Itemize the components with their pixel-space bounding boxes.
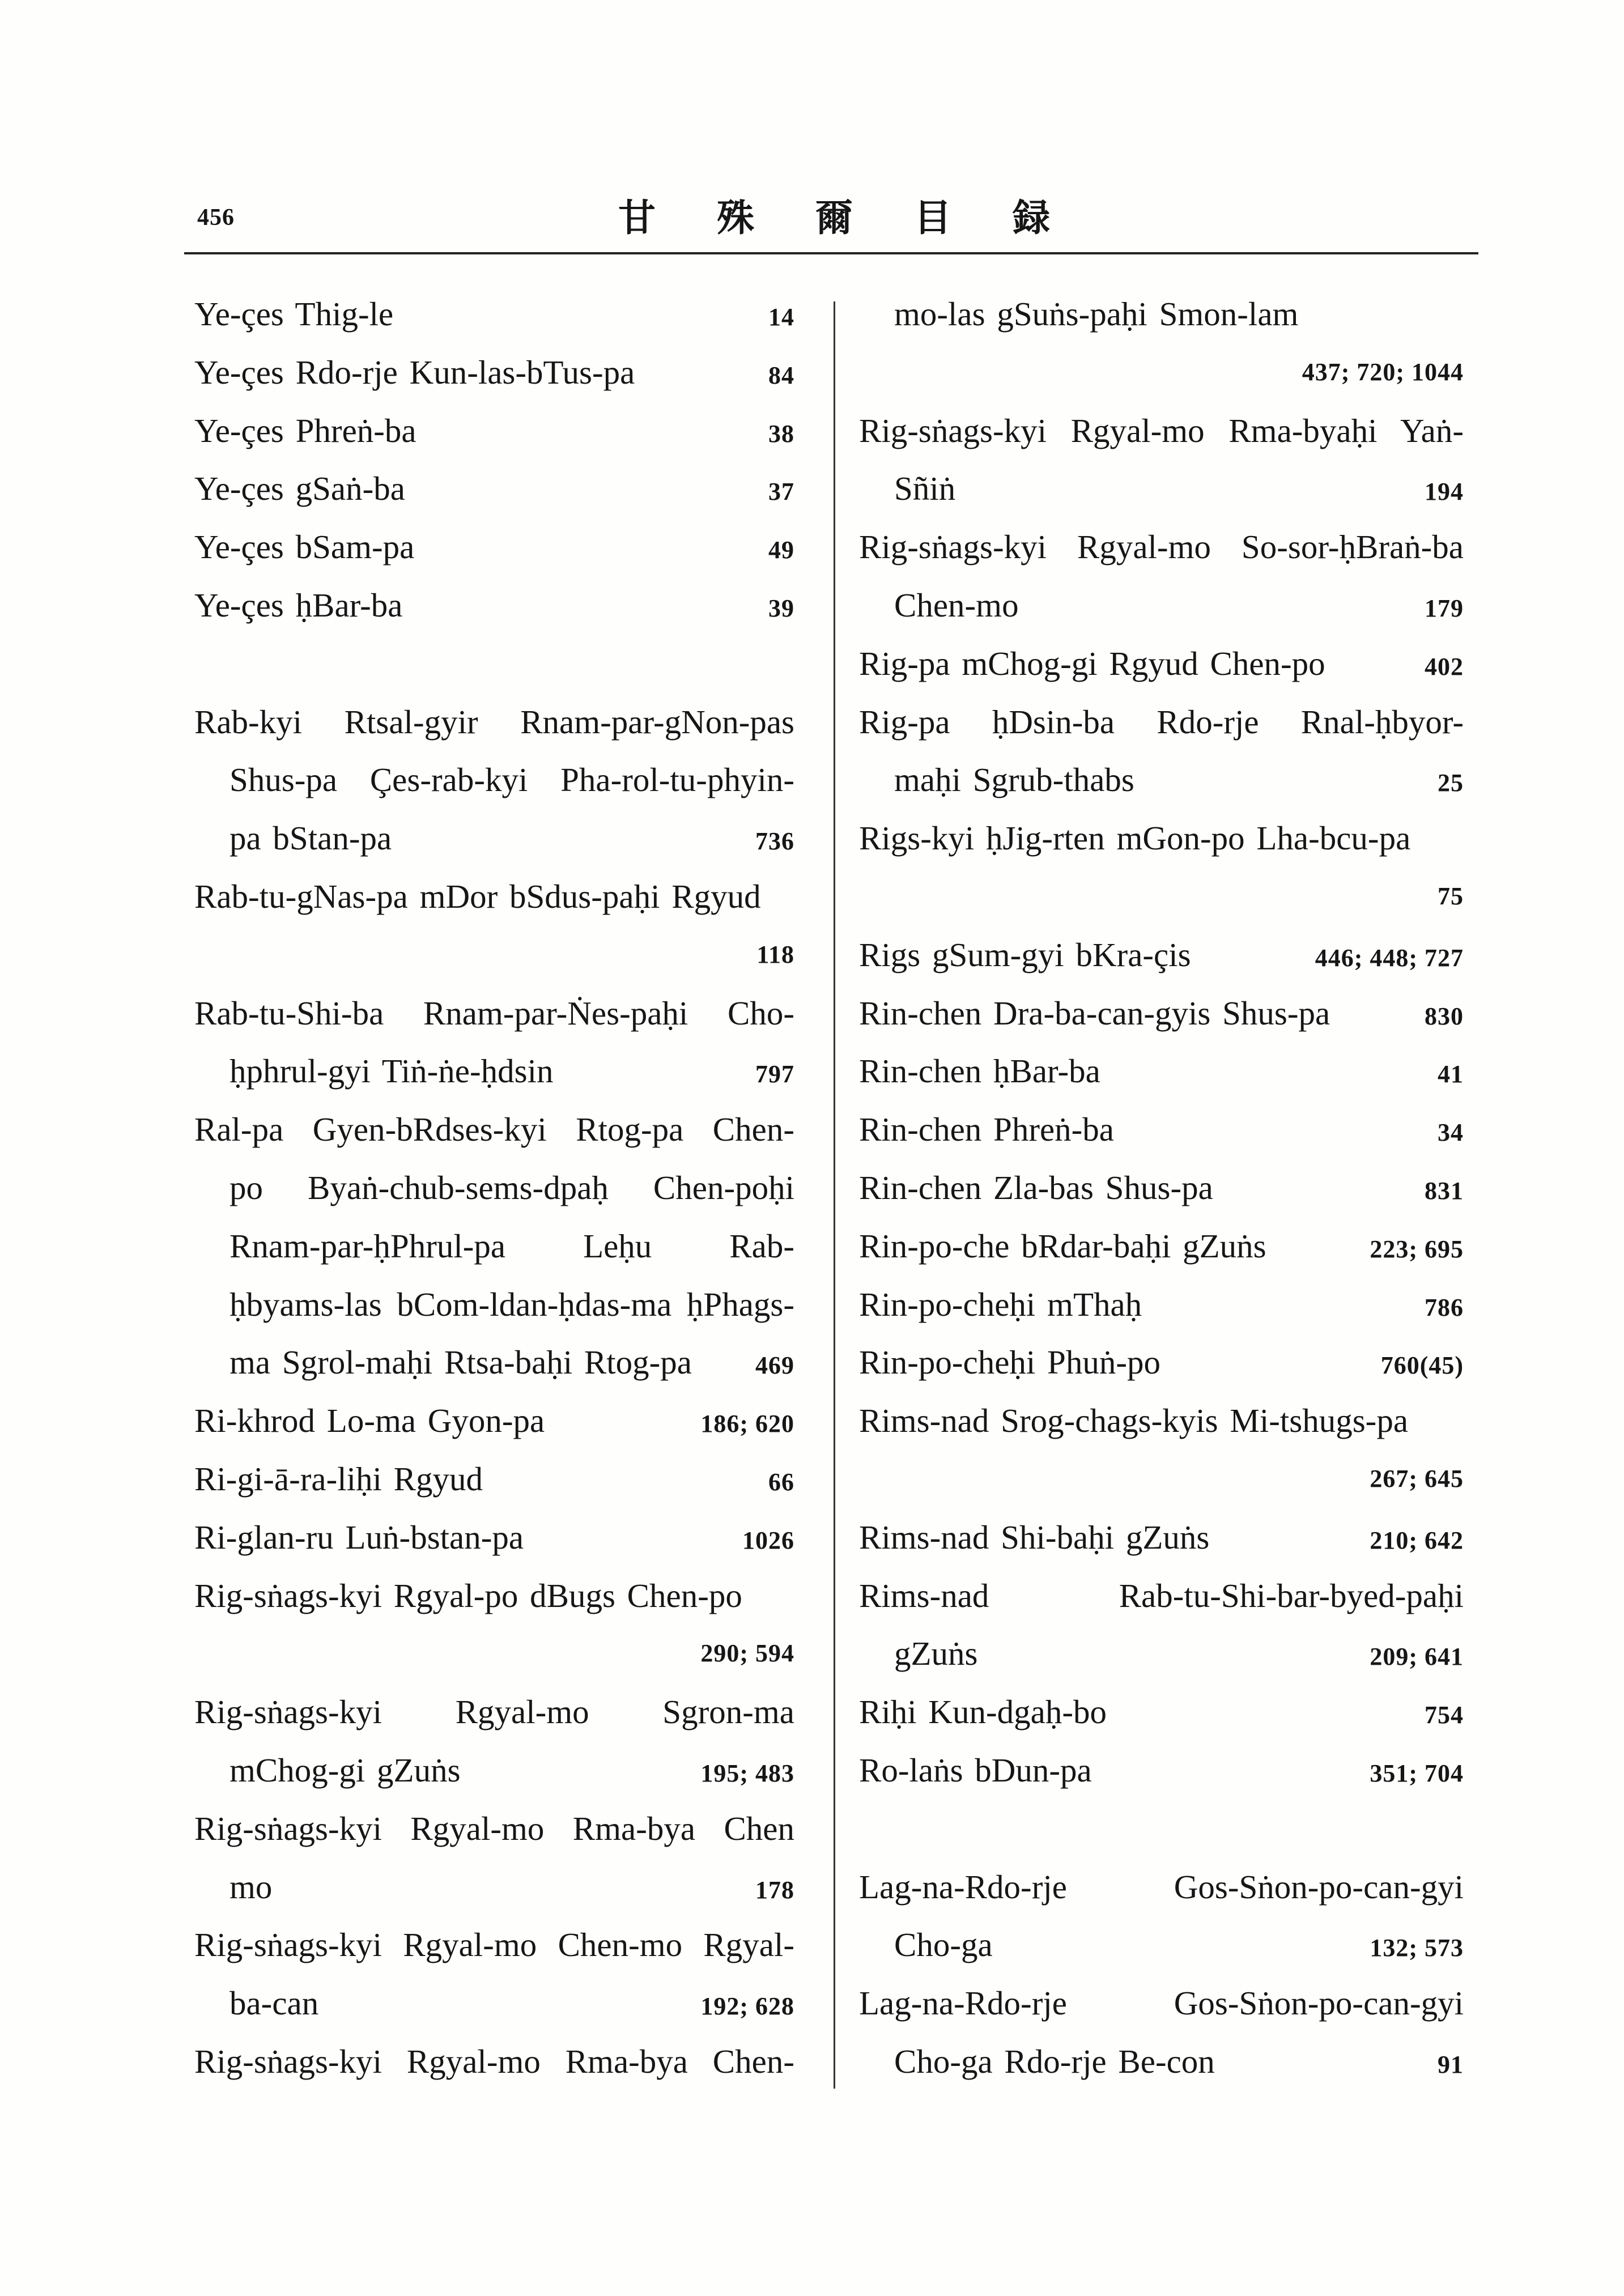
entry-title-text: Rig-sṅags-kyi Rgyal-po dBugs Chen-po: [194, 1576, 742, 1614]
index-letter-group: [859, 285, 1464, 1800]
entry-title-text: Rnam-par-ḥPhrul-pa Leḥu Rab-: [229, 1227, 794, 1265]
index-entry: [859, 1042, 1464, 1100]
entry-row: [859, 1974, 1464, 2033]
entry-page-reference: 178: [755, 1876, 794, 1904]
entry-title-text: Rigs gSum-gyi bKra-çis: [859, 936, 1191, 973]
entry-page-reference: 132; 573: [1370, 1934, 1464, 1962]
index-entry: [859, 1333, 1464, 1392]
entry-page-reference: 786: [1425, 1293, 1464, 1321]
entry-title-text: Cho-ga Rdo-rje Be-con: [894, 2042, 1215, 2080]
entry-row: [194, 1042, 794, 1100]
entry-row: [859, 1683, 1464, 1741]
index-entry: [194, 402, 794, 460]
entry-title-text: Ye-çes bSam-pa: [194, 528, 415, 566]
entry-row: [194, 1275, 794, 1334]
index-entry: [194, 2033, 794, 2091]
index-entry: [194, 1567, 794, 1683]
entry-row: [859, 1217, 1464, 1275]
entry-title-text: Rig-sṅags-kyi Rgyal-mo Chen-mo Rgyal-: [194, 1926, 794, 1964]
entry-title-text: Ri-glan-ru Luṅ-bstan-pa: [194, 1518, 524, 1556]
entry-row: [859, 984, 1464, 1043]
entry-row: [194, 1800, 794, 1858]
entry-row: [859, 1275, 1464, 1334]
index-entry: [859, 1741, 1464, 1800]
entry-page-reference: 351; 704: [1370, 1759, 1464, 1787]
entry-title-text: Ri-gi-ā-ra-liḥi Rgyud: [194, 1460, 483, 1498]
entry-row: [859, 1333, 1464, 1392]
entry-title-text: Rig-pa mChog-gi Rgyud Chen-po: [859, 644, 1325, 682]
entry-row: [194, 2033, 794, 2091]
entry-row: [194, 809, 794, 868]
entry-page-reference: 49: [768, 536, 794, 564]
entry-page-reference: 437; 720; 1044: [1302, 358, 1464, 386]
entry-page-reference: 223; 695: [1370, 1235, 1464, 1263]
entry-title-text: Chen-mo: [894, 586, 1019, 624]
entry-title-text: Rims-nad Shi-baḥi gZuṅs: [859, 1518, 1210, 1556]
entry-title-text: Sñiṅ: [894, 470, 956, 508]
entry-page-reference: 210; 642: [1370, 1526, 1464, 1554]
index-entry: [194, 576, 794, 635]
index-entry: [859, 1683, 1464, 1741]
index-entry: [194, 1392, 794, 1450]
entry-title-text: Rig-sṅags-kyi Rgyal-mo Rma-bya Chen-: [194, 2042, 794, 2080]
entry-page-reference: 179: [1425, 594, 1464, 622]
entry-title-text: Ye-çes ḥBar-ba: [194, 586, 403, 624]
entry-title-text: Ye-çes Phreṅ-ba: [194, 411, 416, 449]
entry-row: [859, 809, 1464, 868]
entry-row: [194, 402, 794, 460]
entry-page-reference: 469: [755, 1351, 794, 1380]
entry-row: [194, 1916, 794, 1974]
index-entry: [194, 693, 794, 868]
entry-row: [859, 1567, 1464, 1625]
index-entry: [859, 984, 1464, 1043]
entry-page-reference: 118: [756, 940, 794, 968]
entry-row: [194, 1508, 794, 1567]
entry-row: [194, 1741, 794, 1800]
entry-row: [859, 1100, 1464, 1159]
entry-row: [859, 1858, 1464, 1916]
entry-row: [194, 460, 794, 518]
index-entry: [859, 1159, 1464, 1217]
entry-row: [194, 1159, 794, 1217]
entry-row: [194, 984, 794, 1043]
index-entry: [194, 285, 794, 343]
entry-page-reference: 192; 628: [700, 1992, 794, 2021]
entry-row: [859, 576, 1464, 635]
index-entry: [194, 343, 794, 402]
entry-page-reference: 1026: [742, 1526, 794, 1554]
index-entry: [194, 984, 794, 1101]
entry-row: [859, 635, 1464, 693]
entry-row: [859, 460, 1464, 518]
entry-title-text: Ri-khrod Lo-ma Gyon-pa: [194, 1402, 545, 1440]
entry-row: [194, 518, 794, 576]
index-entry: [859, 1858, 1464, 1975]
entry-row: [194, 1858, 794, 1916]
index-entry: [859, 1974, 1464, 2091]
entry-title-text: Lag-na-Rdo-rje Gos-Sṅon-po-can-gyi: [859, 1984, 1464, 2022]
entry-page-reference: 446; 448; 727: [1315, 943, 1464, 972]
index-column-left: [194, 285, 794, 2091]
entry-row: [194, 1217, 794, 1275]
index-letter-group: [859, 1858, 1464, 2091]
entry-row: [859, 1392, 1464, 1450]
index-entry: [859, 809, 1464, 926]
entry-page-reference: 195; 483: [700, 1759, 794, 1787]
entry-title-text: Rin-po-cheḥi mThaḥ: [859, 1285, 1142, 1323]
entry-row: [194, 285, 794, 343]
entry-title-text: Rin-po-che bRdar-baḥi gZuṅs: [859, 1227, 1266, 1265]
entry-row: [194, 343, 794, 402]
entry-title-text: Lag-na-Rdo-rje Gos-Sṅon-po-can-gyi: [859, 1868, 1464, 1906]
entry-title-text: Rin-chen Zla-bas Shus-pa: [859, 1168, 1213, 1206]
entry-row: [194, 1450, 794, 1508]
entry-row: [859, 1042, 1464, 1100]
index-entry: [194, 1800, 794, 1916]
running-title: 甘殊爾目録: [618, 195, 1111, 240]
entry-title-text: Rig-pa ḥDsin-ba Rdo-rje Rnal-ḥbyor-: [859, 703, 1464, 741]
index-entry: [194, 518, 794, 576]
entry-row: [194, 926, 794, 984]
entry-title-text: Rig-sṅags-kyi Rgyal-mo Rma-byaḥi Yaṅ-: [859, 411, 1464, 449]
entry-page-reference: 209; 641: [1370, 1643, 1464, 1671]
entry-row: [859, 343, 1464, 402]
entry-row: [859, 285, 1464, 343]
entry-row: [194, 693, 794, 751]
entry-title-text: Riḥi Kun-dgaḥ-bo: [859, 1693, 1107, 1731]
index-entry: [859, 1275, 1464, 1334]
index-entry: [859, 402, 1464, 518]
entry-page-reference: 84: [768, 361, 794, 389]
entry-page-reference: 34: [1438, 1119, 1464, 1147]
entry-row: [859, 2033, 1464, 2091]
entry-row: [194, 1974, 794, 2033]
entry-page-reference: 39: [768, 594, 794, 622]
entry-title-text: Rig-sṅags-kyi Rgyal-mo Rma-bya Chen: [194, 1809, 794, 1847]
index-entry: [194, 460, 794, 518]
entry-title-text: Rig-sṅags-kyi Rgyal-mo Sgron-ma: [194, 1693, 794, 1731]
entry-page-reference: 186; 620: [700, 1410, 794, 1438]
entry-page-reference: 25: [1438, 769, 1464, 797]
entry-title-text: Rigs-kyi ḥJig-rten mGon-po Lha-bcu-pa: [859, 819, 1411, 857]
entry-title-text: Rin-chen ḥBar-ba: [859, 1052, 1100, 1090]
entry-title-text: Ye-çes gSaṅ-ba: [194, 470, 405, 508]
index-entry: [194, 868, 794, 984]
entry-title-text: pa bStan-pa: [229, 819, 392, 857]
entry-page-reference: 194: [1425, 478, 1464, 506]
entry-row: [194, 1392, 794, 1450]
entry-row: [859, 1508, 1464, 1567]
entry-page-reference: 38: [768, 419, 794, 448]
entry-title-text: Rab-tu-Shi-ba Rnam-par-Ṅes-paḥi Cho-: [194, 994, 794, 1032]
entry-page-reference: 402: [1425, 652, 1464, 681]
entry-row: [194, 1567, 794, 1625]
entry-title-text: Rims-nad Rab-tu-Shi-bar-byed-paḥi: [859, 1576, 1464, 1614]
entry-title-text: Rims-nad Srog-chags-kyis Mi-tshugs-pa: [859, 1402, 1409, 1440]
entry-row: [859, 693, 1464, 751]
entry-row: [859, 1916, 1464, 1974]
index-entry: [859, 1100, 1464, 1159]
entry-row: [194, 868, 794, 926]
entry-title-text: ḥbyams-las bCom-ldan-ḥdas-ma ḥPhags-: [229, 1285, 794, 1323]
index-entry: [194, 1683, 794, 1800]
index-entry: [859, 285, 1464, 402]
header-rule: [184, 252, 1478, 254]
entry-title-text: Rig-sṅags-kyi Rgyal-mo So-sor-ḥBraṅ-ba: [859, 528, 1464, 566]
entry-row: [859, 868, 1464, 926]
entry-title-text: Cho-ga: [894, 1926, 993, 1964]
entry-page-reference: 75: [1438, 882, 1464, 910]
entry-title-text: mo: [229, 1868, 273, 1906]
index-entry: [194, 1916, 794, 2033]
entry-title-text: Ye-çes Rdo-rje Kun-las-bTus-pa: [194, 353, 635, 391]
entry-row: [859, 926, 1464, 984]
entry-title-text: Ral-pa Gyen-bRdses-kyi Rtog-pa Chen-: [194, 1111, 794, 1149]
entry-page-reference: 290; 594: [700, 1639, 794, 1668]
index-column-right: [859, 285, 1464, 2091]
index-entry: [859, 693, 1464, 810]
entry-page-reference: 831: [1425, 1176, 1464, 1205]
entry-title-text: ḥphrul-gyi Tiṅ-ṅe-ḥdsin: [229, 1052, 554, 1090]
index-entry: [859, 1508, 1464, 1567]
entry-page-reference: 797: [755, 1060, 794, 1089]
entry-title-text: Ye-çes Thig-le: [194, 295, 394, 333]
entry-title-text: Rab-kyi Rtsal-gyir Rnam-par-gNon-pas: [194, 703, 794, 741]
entry-page-reference: 267; 645: [1370, 1464, 1464, 1493]
index-letter-group: [194, 285, 794, 635]
index-letter-group: [194, 693, 794, 2091]
entry-page-reference: 14: [768, 303, 794, 331]
entry-row: [859, 1741, 1464, 1800]
entry-page-reference: 37: [768, 478, 794, 506]
entry-page-reference: 754: [1425, 1701, 1464, 1729]
entry-page-reference: 66: [768, 1468, 794, 1496]
entry-row: [859, 1159, 1464, 1217]
index-entry: [194, 1450, 794, 1508]
entry-row: [194, 576, 794, 635]
index-entry: [859, 926, 1464, 984]
entry-row: [194, 751, 794, 809]
entry-title-text: ba-can: [229, 1984, 319, 2022]
entry-title-text: Ro-laṅs bDun-pa: [859, 1751, 1092, 1789]
entry-row: [194, 1100, 794, 1159]
entry-row: [859, 751, 1464, 809]
entry-page-reference: 736: [755, 827, 794, 856]
entry-title-text: Rab-tu-gNas-pa mDor bSdus-paḥi Rgyud: [194, 877, 761, 915]
index-entry: [859, 1392, 1464, 1508]
entry-title-text: Rin-chen Dra-ba-can-gyis Shus-pa: [859, 994, 1330, 1032]
index-entry: [194, 1100, 794, 1392]
index-entry: [859, 1217, 1464, 1275]
entry-title-text: maḥi Sgrub-thabs: [894, 761, 1134, 799]
entry-title-text: po Byaṅ-chub-sems-dpaḥ Chen-poḥi: [229, 1168, 794, 1206]
entry-row: [194, 1333, 794, 1392]
entry-page-reference: 91: [1438, 2050, 1464, 2078]
entry-row: [194, 1683, 794, 1741]
index-entry: [859, 1567, 1464, 1683]
index-entry: [859, 635, 1464, 693]
entry-row: [194, 1625, 794, 1683]
index-entry: [194, 1508, 794, 1567]
entry-title-text: gZuṅs: [894, 1635, 978, 1673]
entry-title-text: Shus-pa Çes-rab-kyi Pha-rol-tu-phyin-: [229, 761, 794, 799]
entry-row: [859, 402, 1464, 460]
entry-title-text: Rin-chen Phreṅ-ba: [859, 1111, 1114, 1149]
entry-title-text: mChog-gi gZuṅs: [229, 1751, 461, 1789]
entry-page-reference: 41: [1438, 1060, 1464, 1089]
page-number: 456: [197, 205, 235, 231]
entry-title-text: mo-las gSuṅs-paḥi Smon-lam: [894, 295, 1299, 333]
entry-page-reference: 760(45): [1380, 1351, 1464, 1380]
entry-row: [859, 518, 1464, 576]
entry-row: [859, 1450, 1464, 1508]
column-divider: [834, 301, 835, 2089]
entry-title-text: Rin-po-cheḥi Phuṅ-po: [859, 1343, 1161, 1381]
entry-page-reference: 830: [1425, 1002, 1464, 1030]
index-entry: [859, 518, 1464, 635]
entry-row: [859, 1625, 1464, 1683]
entry-title-text: ma Sgrol-maḥi Rtsa-baḥi Rtog-pa: [229, 1343, 692, 1381]
